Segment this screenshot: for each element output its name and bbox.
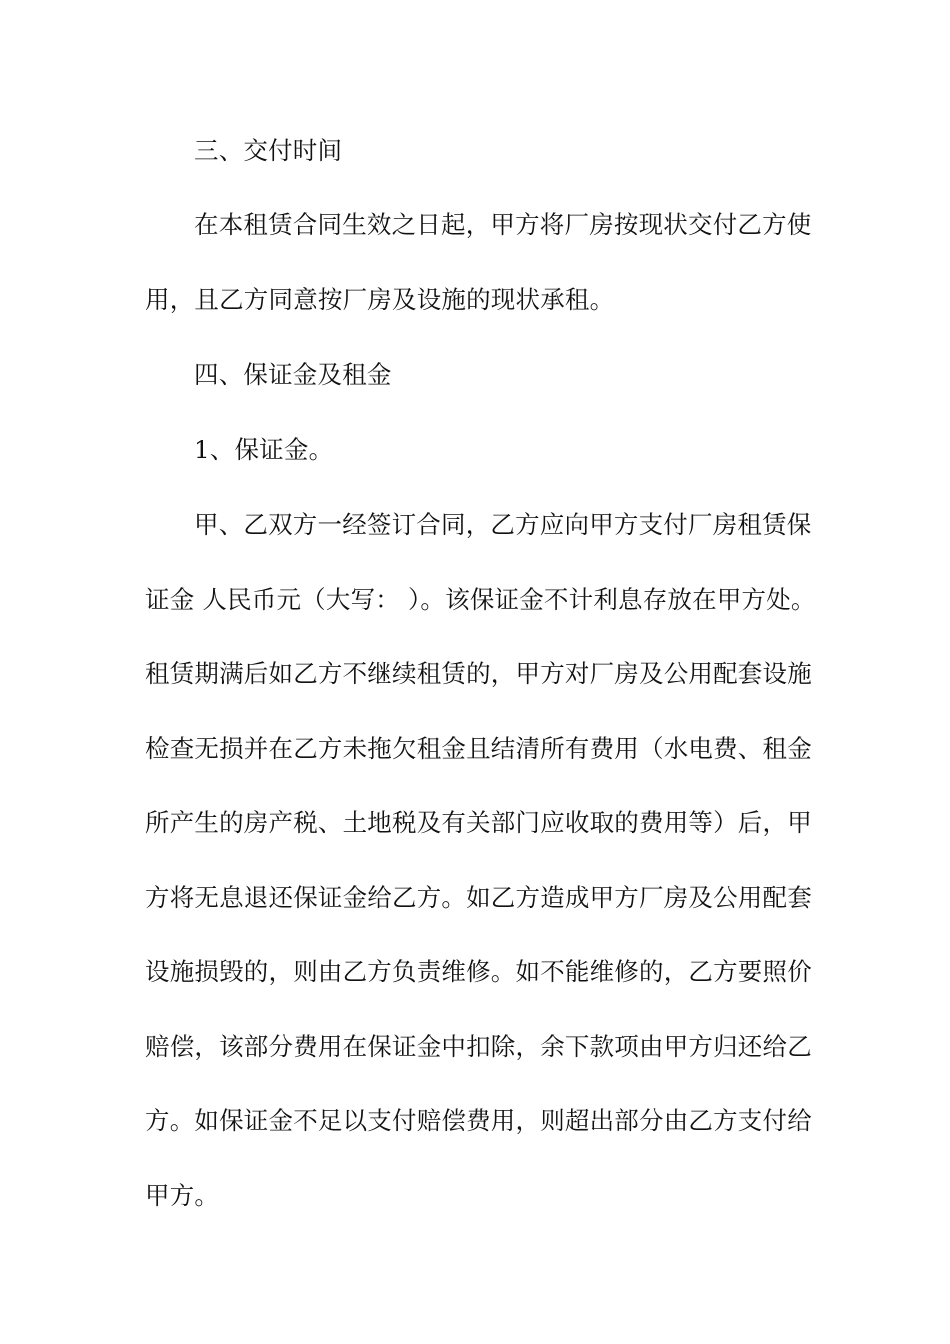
paragraph-line: 所产生的房产税、土地税及有关部门应收取的费用等）后，甲: [145, 808, 812, 837]
paragraph-line: 方。如保证金不足以支付赔偿费用，则超出部分由乙方支付给: [145, 1106, 812, 1135]
section-heading-deposit-rent: 四、保证金及租金: [194, 360, 392, 389]
paragraph-line: 甲方。: [145, 1181, 220, 1210]
section-heading-delivery-time: 三、交付时间: [194, 136, 343, 165]
paragraph-line: 设施损毁的，则由乙方负责维修。如不能维修的，乙方要照价: [145, 957, 812, 986]
paragraph-line: 甲、乙双方一经签订合同，乙方应向甲方支付厂房租赁保: [194, 510, 812, 539]
paragraph-line: 在本租赁合同生效之日起，甲方将厂房按现状交付乙方使: [194, 210, 812, 239]
paragraph-line: 方将无息退还保证金给乙方。如乙方造成甲方厂房及公用配套: [145, 883, 812, 912]
paragraph-line: 赔偿，该部分费用在保证金中扣除，余下款项由甲方归还给乙: [145, 1032, 812, 1061]
paragraph-line: 证金 人民币元（大写： ）。该保证金不计利息存放在甲方处。: [145, 585, 816, 614]
paragraph-line: 用，且乙方同意按厂房及设施的现状承租。: [145, 285, 615, 314]
paragraph-line: 检查无损并在乙方未拖欠租金且结清所有费用（水电费、租金: [145, 734, 812, 763]
subsection-heading-deposit: 1、保证金。: [194, 435, 334, 464]
paragraph-line: 租赁期满后如乙方不继续租赁的，甲方对厂房及公用配套设施: [145, 659, 812, 688]
